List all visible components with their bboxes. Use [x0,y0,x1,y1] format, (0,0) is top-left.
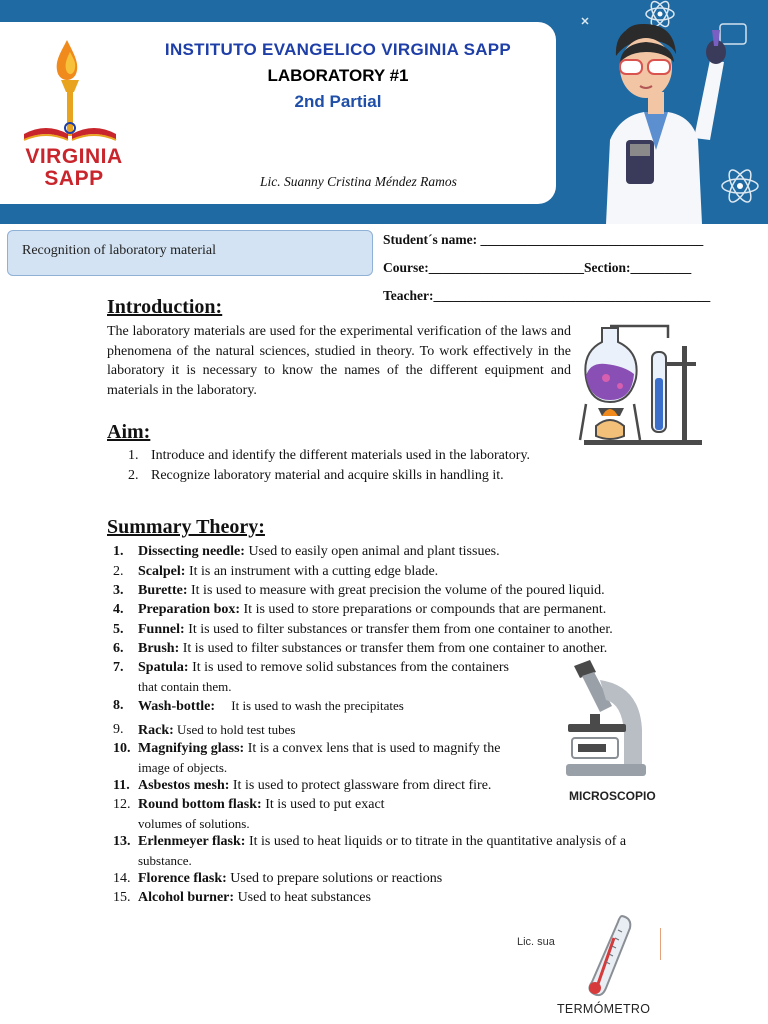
theory-desc: It is used to filter substances or transfer them from one container to another. [179,641,608,656]
theory-term: Brush: [138,641,180,656]
aim-item-text: Recognize laboratory material and acquire skills in handling it. [151,468,504,483]
theory-desc: Used to prepare solutions or reactions [226,871,443,886]
theory-item-number: 1. [113,544,124,559]
theory-item-number: 5. [113,622,124,637]
aim-item-text: Introduce and identify the different materials used in the laboratory. [151,448,531,463]
theory-item-number: 15. [113,890,131,905]
theory-term: Magnifying glass: [138,741,245,756]
theory-item-number: 12. [113,797,131,812]
theory-item-number: 7. [113,660,124,675]
microscope-icon [560,660,652,780]
theory-desc: Used to heat substances [234,890,371,905]
footer-signature: Lic. sua [517,936,555,948]
theory-item-number: 13. [113,834,131,849]
logo-text-sapp: SAPP [44,167,104,190]
theory-desc-continuation: image of objects. [138,760,228,775]
theory-term: Rack: [138,723,174,738]
theory-desc-continuation: volumes of solutions. [138,816,250,831]
theory-desc: It is used to measure with great precision the volume of the poured liquid. [187,583,605,598]
chemistry-apparatus-icon [576,316,710,448]
theory-desc: It is used to filter substances or transfer them from one container to another. [184,622,613,637]
school-name: INSTITUTO EVANGELICO VIRGINIA SAPP [164,40,512,59]
theory-item-number: 11. [113,778,130,793]
theory-term: Dissecting needle: [138,544,245,559]
introduction-heading: Introduction: [107,296,223,318]
theory-term: Florence flask: [138,871,227,886]
theory-desc: It is an instrument with a cutting edge blade. [185,564,439,579]
theory-term: Preparation box: [138,602,241,617]
theory-item-number: 10. [113,741,131,756]
theory-desc-continuation: substance. [138,853,192,868]
theory-term: Alcohol burner: [138,890,235,905]
theory-item-number: 2. [113,564,124,579]
teacher-credit: Lic. Suanny Cristina Méndez Ramos [260,174,457,189]
theory-term: Round bottom flask: [138,797,262,812]
course-section-field[interactable]: Course:_______________________Section:_________ [383,260,692,275]
summary-theory-heading: Summary Theory: [107,516,265,538]
thermometer-icon [584,912,640,1002]
theory-desc: Used to hold test tubes [173,722,296,737]
theory-desc: Used to easily open animal and plant tissues. [244,544,500,559]
theory-desc: It is used to protect glassware from direct fire. [229,778,492,793]
theory-term: Asbestos mesh: [138,778,230,793]
theory-desc-continuation: that contain them. [138,679,232,694]
theory-item-number: 3. [113,583,124,598]
theory-term: Funnel: [138,622,185,637]
theory-item-number: 14. [113,871,131,886]
theory-desc: It is used to heat liquids or to titrate in the quantitative analysis of a [245,834,627,849]
scientist-illustration-icon [560,0,768,224]
theory-desc: It is used to store preparations or compounds that are permanent. [240,602,607,617]
footer-divider [660,928,661,960]
theory-desc: It is a convex lens that is used to magnify the [244,741,501,756]
header-band [0,0,768,224]
logo-text-virginia: VIRGINIA [25,145,123,168]
topic-box [7,230,373,276]
theory-item-number: 4. [113,602,124,617]
theory-term: Burette: [138,583,188,598]
theory-term: Spatula: [138,660,189,675]
teacher-field[interactable]: Teacher:_________________________________________ [383,288,711,303]
theory-desc: It is used to wash the precipitates [215,698,404,713]
topic-text: Recognition of laboratory material [22,243,216,258]
theory-desc: It is used to put exact [261,797,385,812]
microscope-label: MICROSCOPIO [569,789,656,803]
theory-term: Erlenmeyer flask: [138,834,246,849]
aim-item-number: 1. [128,448,139,463]
aim-item-number: 2. [128,468,139,483]
thermometer-label: TERMÓMETRO [557,1002,651,1016]
aim-heading: Aim: [107,421,151,443]
theory-item-number: 8. [113,698,124,713]
lab-title: LABORATORY #1 [267,66,409,85]
theory-desc: It is used to remove solid substances from the containers [188,660,509,675]
theory-term: Wash-bottle: [138,699,215,714]
partial-title: 2nd Partial [294,92,382,111]
theory-item-number: 9. [113,722,124,737]
theory-item-number: 6. [113,641,124,656]
theory-term: Scalpel: [138,564,186,579]
introduction-text: The laboratory materials are used for the experimental verification of the laws and phenomena of the natural sciences, studied in theory. To work effectively in the laboratory it is necessary to know the names of the different equipment and materials in the laboratory. [107,324,571,398]
student-name-field[interactable]: Student´s name: _________________________________ [383,232,704,247]
